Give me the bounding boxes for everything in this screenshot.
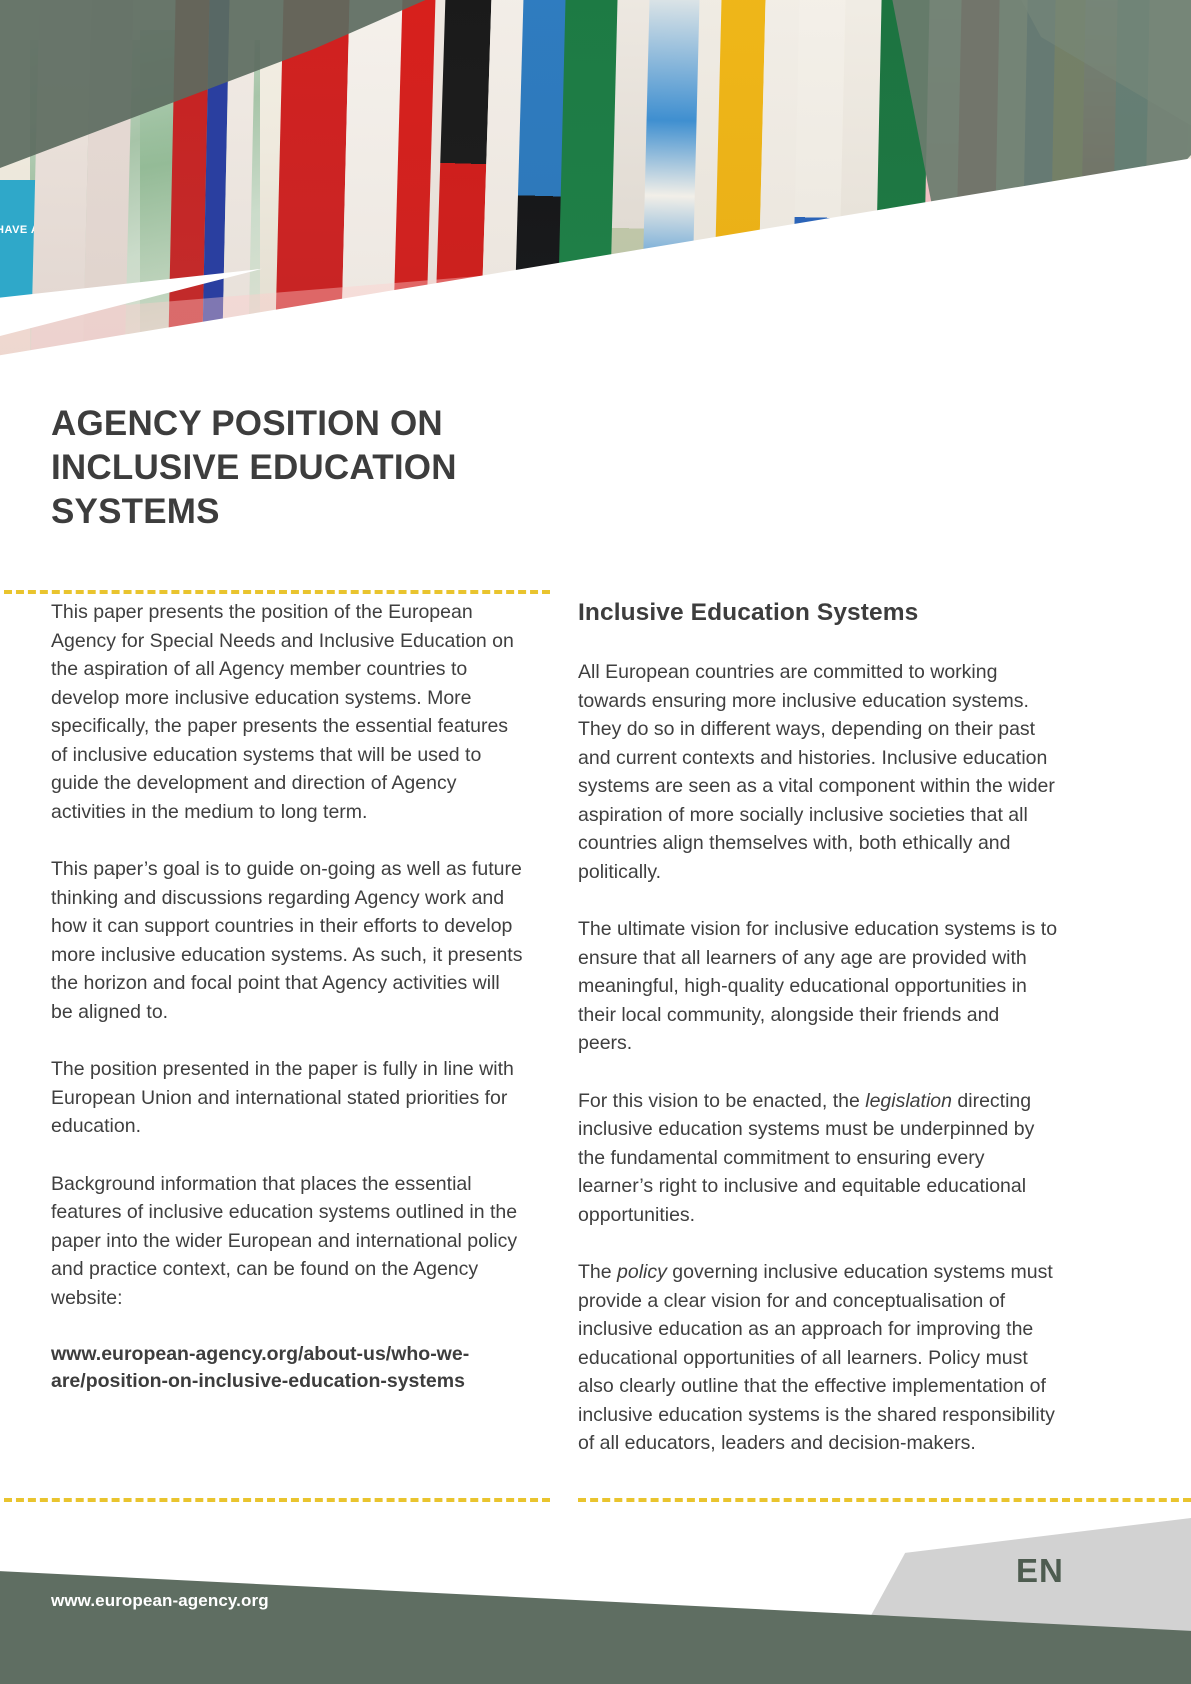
alignment-paragraph: The position presented in the paper is fully in line with European Union and international stated priorities for education. (51, 1058, 514, 1137)
left-column-bottom-divider (4, 1498, 550, 1502)
language-code-badge: EN (1016, 1552, 1064, 1589)
goal-paragraph: This paper’s goal is to guide on-going as well as future thinking and discussions regarding Agency work and how it can support countries in their efforts to develop more inclusive education systems. As such, it presents the horizon and focal point that Agency activities will be aligned to. (51, 858, 523, 1023)
right-column-bottom-divider (578, 1498, 1191, 1502)
emphasised-term: legislation (865, 1089, 952, 1112)
body-paragraph: For this vision to be enacted, the legislation directing inclusive education systems must be underpinned by the fundamental commitment to ensuring every learner’s right to inclusive and equitable educational opportunities. (578, 1089, 1035, 1226)
emphasised-term: policy (617, 1261, 667, 1283)
right-column (578, 598, 1058, 1458)
background-paragraph: Background information that places the essential features of inclusive education systems outlined in the paper into the wider European and international policy and practice context, can be found on the Agency website: (51, 1172, 518, 1309)
hero-right-white-block (1012, 286, 1191, 480)
agency-position-url[interactable]: www.european-agency.org/about-us/who-we-are/position-on-inclusive-education-systems (51, 1343, 470, 1392)
body-paragraph: All European countries are committed to working towards ensuring more inclusive education systems. They do so in different ways, depending on their past and current contexts and histories. Inclusive education systems are seen as a vital component within the wider aspiration of more socially inclusive societies that all countries align themselves with, both ethically and politically. (578, 661, 1055, 883)
intro-paragraph: This paper presents the position of the European Agency for Special Needs and Inclusive Education on the aspiration of all Agency member countries to develop more inclusive education systems. More specifically, the paper presents the essential features of inclusive education systems that will be used to guide the development and direction of Agency activities in the medium to long term. (51, 601, 514, 823)
page-title: AGENCY POSITION ON INCLUSIVE EDUCATION SYSTEMS (51, 404, 457, 532)
body-paragraph: The policy governing inclusive education systems must provide a clear vision for and conceptualisation of inclusive education as an approach for improving the educational opportunities of all learners. Policy must also clearly outline that the effective implementation of inclusive education systems is the shared responsibility of all educators, leaders and decision-makers. (578, 1261, 1055, 1454)
right-column-body (578, 658, 1058, 1458)
title-divider (4, 590, 550, 594)
left-column (51, 598, 526, 1395)
section-heading: Inclusive Education Systems (578, 599, 919, 626)
body-paragraph: The ultimate vision for inclusive education systems is to ensure that all learners of any age are provided with meaningful, high-quality educational opportunities in their local community, alongside their friends and peers. (578, 918, 1058, 1054)
footer-website-link[interactable]: www.european-agency.org (51, 1591, 269, 1610)
